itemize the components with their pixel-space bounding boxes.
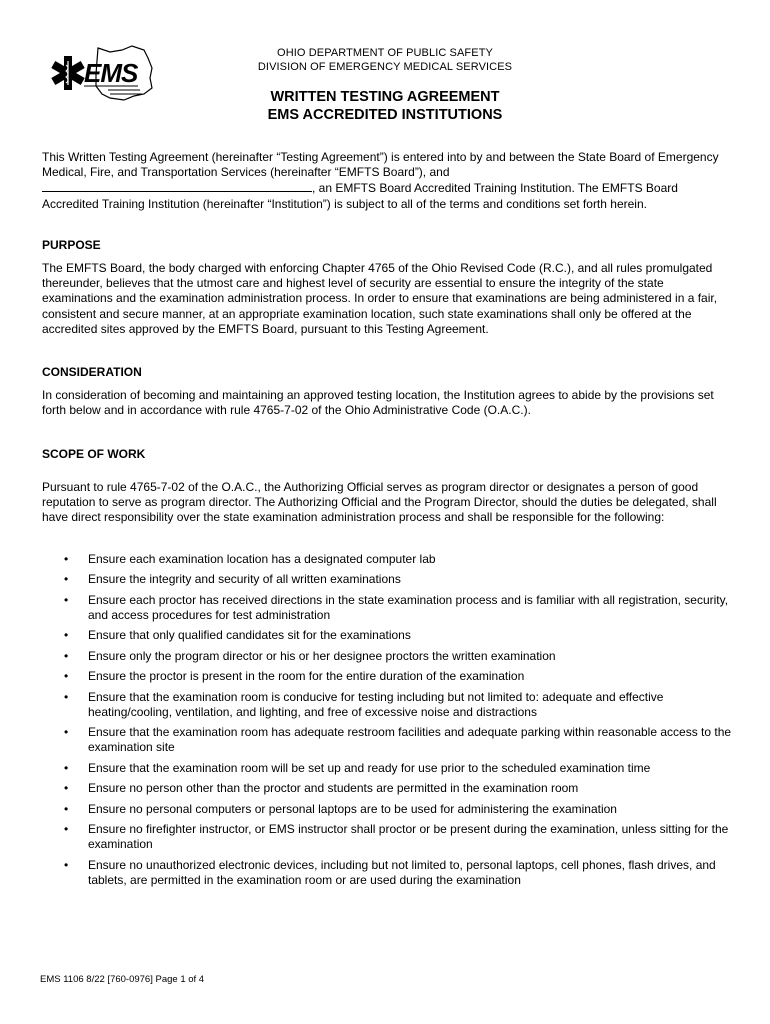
consideration-paragraph: In consideration of becoming and maintaining an approved testing location, the Institution agrees to abide by the provisions set forth below and in accordance with rule 4765-7-02 of the Ohio Administrative Code (O.A.C.). <box>42 388 714 418</box>
bullet-icon: • <box>64 572 69 587</box>
bullet-icon: • <box>64 552 69 566</box>
bullet-icon: • <box>64 689 69 704</box>
purpose-paragraph: The EMFTS Board, the body charged with enforcing Chapter 4765 of the Ohio Revised Code (R.C.), and all rules promulgated thereunder, believes that the utmost care and highest level of security are essential to ensure the integrity of the state examinations and the examination administration process. In order to ensure that examinations are being administered in a fair, consistent and secure manner, at an appropriate examination location, such state examinations shall only be offered at the accredited sites approved by the EMFTS Board, pursuant to this Testing Agreement. <box>42 261 718 336</box>
list-item: • Ensure that the examination room will be set up and ready for use prior to the scheduled examination time <box>64 760 651 775</box>
list-item: • Ensure no person other than the proctor and students are permitted in the examination room <box>64 781 579 796</box>
list-item: • Ensure the proctor is present in the room for the entire duration of the examination <box>64 669 525 684</box>
list-item: • Ensure no personal computers or personal laptops are to be used for administering the examination <box>64 801 617 816</box>
document-title <box>130 88 640 124</box>
agency-line-division: DIVISION OF EMERGENCY MEDICAL SERVICES <box>257 61 513 73</box>
bullet-icon: • <box>64 725 69 740</box>
list-item: • Ensure that the examination room is conducive for testing including but not limited to: adequate and effective heating/cooling, ventilation, and lighting, and free of excessive noise and distractions <box>64 689 664 719</box>
list-item: • Ensure each proctor has received directions in the state examination process and is familiar with all registration, security, and access procedures for test administration <box>64 592 729 622</box>
intro-paragraph <box>42 150 732 212</box>
list-item: • Ensure no firefighter instructor, or EMS instructor shall proctor or be present during the examination, unless sitting for the examination <box>64 821 729 852</box>
scope-heading: SCOPE OF WORK <box>42 447 146 461</box>
responsibility-list <box>42 552 732 893</box>
list-item: • Ensure that only qualified candidates sit for the examinations <box>64 628 411 643</box>
bullet-icon: • <box>64 821 69 836</box>
list-item: • Ensure that the examination room has adequate restroom facilities and adequate parking within reasonable access to the examination site <box>64 725 732 755</box>
consideration-heading: CONSIDERATION <box>42 365 142 379</box>
title-line-2: EMS ACCREDITED INSTITUTIONS <box>267 107 503 123</box>
list-item: • Ensure each examination location has a designated computer lab <box>64 552 436 566</box>
list-item: • Ensure only the program director or his or her designee proctors the written examination <box>64 648 556 663</box>
intro-text-part-2: , an EMFTS Board Accredited Training Institution. The EMFTS Board Accredited Training Institution (hereinafter “Institution”) is subject to all of the terms and conditions set forth herein. <box>42 181 678 211</box>
agency-header <box>200 46 570 74</box>
svg-text:EMS: EMS <box>84 58 138 88</box>
list-item: • Ensure no unauthorized electronic devices, including but not limited to, personal laptops, cell phones, flash drives, and tablets, are permitted in the examination room or are used during the examination <box>64 857 716 887</box>
bullet-icon: • <box>64 648 69 663</box>
purpose-heading: PURPOSE <box>42 238 101 252</box>
list-item: • Ensure the integrity and security of all written examinations <box>64 572 401 587</box>
agency-line-department: OHIO DEPARTMENT OF PUBLIC SAFETY <box>277 47 493 59</box>
bullet-icon: • <box>64 669 69 684</box>
bullet-icon: • <box>64 592 69 607</box>
page-footer: EMS 1106 8/22 [760-0976] Page 1 of 4 <box>40 974 205 985</box>
bullet-icon: • <box>64 857 69 872</box>
bullet-icon: • <box>64 628 69 643</box>
scope-paragraph: Pursuant to rule 4765-7-02 of the O.A.C., the Authorizing Official serves as program director or designates a person of good reputation to serve as program director. The Authorizing Official and the Program Director, should the duties be delegated, shall have direct responsibility over the state examination administration process and shall be responsible for the following: <box>42 480 717 525</box>
bullet-icon: • <box>64 801 69 816</box>
title-line-1: WRITTEN TESTING AGREEMENT <box>270 89 500 105</box>
institution-name-blank[interactable] <box>42 180 312 192</box>
bullet-icon: • <box>64 781 69 796</box>
intro-text-part-1: This Written Testing Agreement (hereinafter “Testing Agreement”) is entered into by and between the State Board of Emergency Medical, Fire, and Transportation Services (hereinafter “EMFTS Board”), and <box>42 150 719 180</box>
bullet-icon: • <box>64 760 69 775</box>
